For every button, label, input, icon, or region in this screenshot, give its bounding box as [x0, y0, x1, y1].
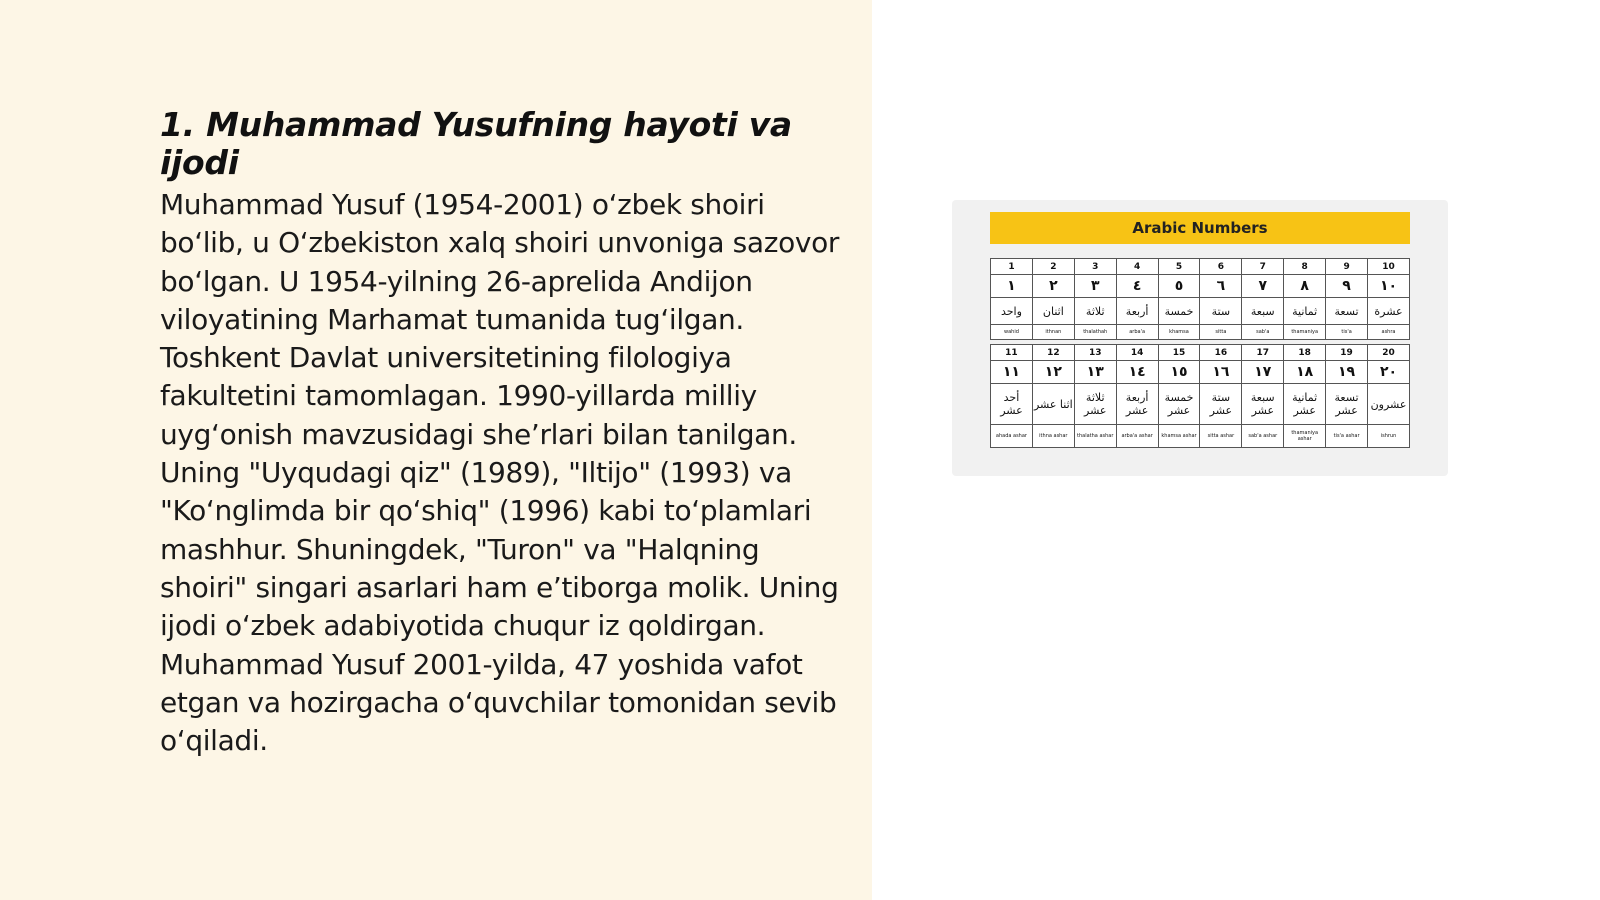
table-row — [991, 298, 1410, 325]
table-row — [991, 345, 1410, 361]
latin-numeral-cell: 8 — [1284, 259, 1326, 275]
latin-numeral-cell: 18 — [1284, 345, 1326, 361]
arabic-numeral-cell: ٧ — [1242, 275, 1284, 298]
transliteration-cell: tis'a — [1326, 325, 1368, 340]
latin-numeral-cell: 1 — [991, 259, 1033, 275]
arabic-numeral-cell: ٤ — [1116, 275, 1158, 298]
transliteration-cell: arba'a — [1116, 325, 1158, 340]
transliteration-cell: arba'a ashar — [1116, 425, 1158, 448]
latin-numeral-cell: 6 — [1200, 259, 1242, 275]
arabic-numeral-cell: ١٥ — [1158, 361, 1200, 384]
arabic-word-cell: سبعة — [1242, 298, 1284, 325]
arabic-word-cell: تسعة عشر — [1326, 384, 1368, 425]
arabic-word-cell: أحد عشر — [991, 384, 1033, 425]
arabic-numeral-cell: ٦ — [1200, 275, 1242, 298]
transliteration-cell: khamsa ashar — [1158, 425, 1200, 448]
arabic-word-cell: خمسة — [1158, 298, 1200, 325]
latin-numeral-cell: 11 — [991, 345, 1033, 361]
latin-numeral-cell: 16 — [1200, 345, 1242, 361]
slide-body-text: Muhammad Yusuf (1954-2001) o‘zbek shoiri bo‘lib, u O‘zbekiston xalq shoiri unvoniga sazovor bo‘lgan. U 1954-yilning 26-aprelida Andijon viloyatining Marhamat tumanida tug‘ilgan. Toshkent Davlat universitetining filologiya fakultetini tamomlagan. 1990-yillarda milliy uyg‘onish mavzusidagi she’rlari bilan tanilgan. Uning "Uyqudagi qiz" (1989), "Iltijo" (1993) va "Ko‘nglimda bir qo‘shiq" (1996) kabi to‘plamlari mashhur. Shuningdek, "Turon" va "Halqning shoiri" singari asarlari ham e’tiborga molik. Uning ijodi o‘zbek adabiyotida chuqur iz qoldirgan. Muhammad Yusuf 2001-yilda, 47 yoshida vafot etgan va hozirgacha o‘quvchilar tomonidan sevib o‘qiladi. — [160, 188, 840, 758]
arabic-numeral-cell: ١٧ — [1242, 361, 1284, 384]
transliteration-cell: ithna ashar — [1032, 425, 1074, 448]
latin-numeral-cell: 15 — [1158, 345, 1200, 361]
table-row — [991, 259, 1410, 275]
latin-numeral-cell: 10 — [1368, 259, 1410, 275]
arabic-numeral-cell: ٩ — [1326, 275, 1368, 298]
transliteration-cell: thalatha ashar — [1074, 425, 1116, 448]
arabic-numeral-cell: ٢ — [1032, 275, 1074, 298]
latin-numeral-cell: 3 — [1074, 259, 1116, 275]
numbers-table-1-10 — [990, 258, 1410, 340]
latin-numeral-cell: 5 — [1158, 259, 1200, 275]
arabic-word-cell: اثنان — [1032, 298, 1074, 325]
latin-numeral-cell: 4 — [1116, 259, 1158, 275]
numbers-table-11-20 — [990, 344, 1410, 448]
arabic-word-cell: اثنا عشر — [1032, 384, 1074, 425]
table-row — [991, 361, 1410, 384]
transliteration-cell: ashra — [1368, 325, 1410, 340]
arabic-word-cell: ثلاثة — [1074, 298, 1116, 325]
transliteration-cell: thamaniya — [1284, 325, 1326, 340]
arabic-word-cell: خمسة عشر — [1158, 384, 1200, 425]
transliteration-cell: sab'a ashar — [1242, 425, 1284, 448]
transliteration-cell: sab'a — [1242, 325, 1284, 340]
image-header: Arabic Numbers — [990, 212, 1410, 244]
arabic-word-cell: عشرون — [1368, 384, 1410, 425]
arabic-word-cell: ثمانية — [1284, 298, 1326, 325]
arabic-numeral-cell: ١٨ — [1284, 361, 1326, 384]
table-row — [991, 425, 1410, 448]
arabic-numeral-cell: ١٩ — [1326, 361, 1368, 384]
slide-title: 1. Muhammad Yusufning hayoti va ijodi — [160, 105, 792, 182]
arabic-word-cell: ستة — [1200, 298, 1242, 325]
arabic-word-cell: تسعة — [1326, 298, 1368, 325]
table-row — [991, 384, 1410, 425]
transliteration-cell: sitta ashar — [1200, 425, 1242, 448]
transliteration-cell: ahada ashar — [991, 425, 1033, 448]
latin-numeral-cell: 17 — [1242, 345, 1284, 361]
transliteration-cell: thalathah — [1074, 325, 1116, 340]
transliteration-cell: ishrun — [1368, 425, 1410, 448]
arabic-numeral-cell: ١٤ — [1116, 361, 1158, 384]
arabic-numeral-cell: ١٢ — [1032, 361, 1074, 384]
table-row — [991, 275, 1410, 298]
arabic-word-cell: واحد — [991, 298, 1033, 325]
arabic-numeral-cell: ١٦ — [1200, 361, 1242, 384]
transliteration-cell: thamaniya ashar — [1284, 425, 1326, 448]
arabic-word-cell: أربعة — [1116, 298, 1158, 325]
arabic-numeral-cell: ١ — [991, 275, 1033, 298]
arabic-numeral-cell: ١٣ — [1074, 361, 1116, 384]
arabic-numeral-cell: ١١ — [991, 361, 1033, 384]
transliteration-cell: wahid — [991, 325, 1033, 340]
latin-numeral-cell: 14 — [1116, 345, 1158, 361]
latin-numeral-cell: 12 — [1032, 345, 1074, 361]
latin-numeral-cell: 13 — [1074, 345, 1116, 361]
transliteration-cell: sitta — [1200, 325, 1242, 340]
arabic-word-cell: ثلاثة عشر — [1074, 384, 1116, 425]
latin-numeral-cell: 9 — [1326, 259, 1368, 275]
arabic-word-cell: أربعة عشر — [1116, 384, 1158, 425]
arabic-numeral-cell: ٥ — [1158, 275, 1200, 298]
arabic-numeral-cell: ٨ — [1284, 275, 1326, 298]
transliteration-cell: khamsa — [1158, 325, 1200, 340]
transliteration-cell: ithnan — [1032, 325, 1074, 340]
latin-numeral-cell: 2 — [1032, 259, 1074, 275]
latin-numeral-cell: 7 — [1242, 259, 1284, 275]
table-row — [991, 325, 1410, 340]
arabic-word-cell: ستة عشر — [1200, 384, 1242, 425]
arabic-numeral-cell: ٢٠ — [1368, 361, 1410, 384]
latin-numeral-cell: 20 — [1368, 345, 1410, 361]
arabic-numeral-cell: ١٠ — [1368, 275, 1410, 298]
latin-numeral-cell: 19 — [1326, 345, 1368, 361]
transliteration-cell: tis'a ashar — [1326, 425, 1368, 448]
arabic-word-cell: عشرة — [1368, 298, 1410, 325]
arabic-numbers-image — [952, 200, 1448, 476]
arabic-word-cell: سبعة عشر — [1242, 384, 1284, 425]
arabic-word-cell: ثمانية عشر — [1284, 384, 1326, 425]
arabic-numeral-cell: ٣ — [1074, 275, 1116, 298]
